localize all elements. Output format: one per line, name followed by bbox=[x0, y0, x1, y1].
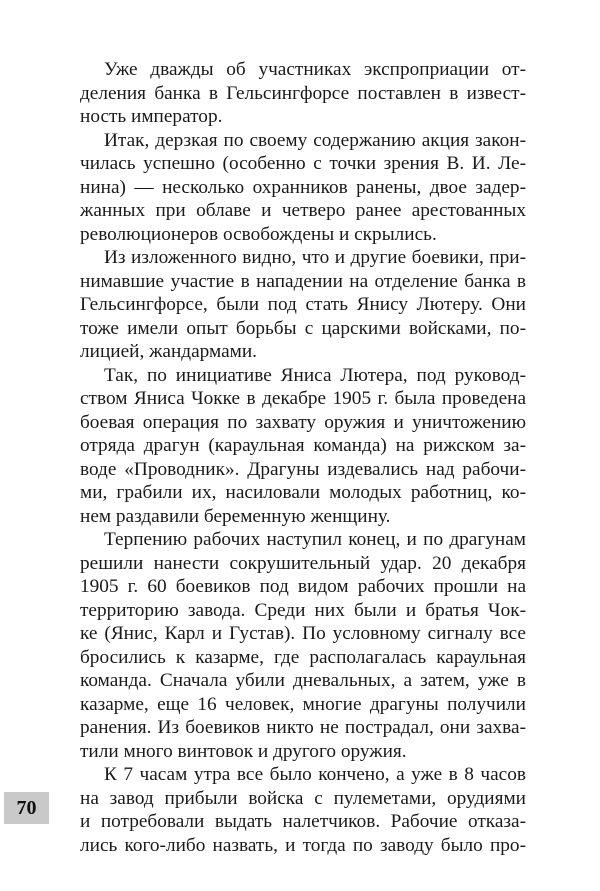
page-number: 70 bbox=[16, 796, 37, 819]
text-line: ранения. Из боевиков никто не пострадал, они захва- bbox=[80, 717, 526, 738]
text-line: деления банка в Гельсингфорсе поставлен в извест- bbox=[80, 82, 526, 104]
body-text bbox=[80, 58, 526, 857]
text-line: боевая операция по захвату оружия и уничтожению bbox=[80, 411, 526, 433]
page-number-badge bbox=[4, 792, 49, 824]
text-line: лись кого-либо назвать, и тогда по заводу было про- bbox=[80, 834, 526, 856]
text-line: лицией, жандармами. bbox=[80, 341, 257, 362]
text-line: нем раздавили беременную женщину. bbox=[80, 505, 391, 527]
text-line: Уже дважды об участниках экспроприации от- bbox=[104, 59, 526, 80]
text-line: ке (Янис, Карл и Густав). По условному сигналу все bbox=[80, 623, 526, 644]
text-line: чилась успешно (особенно с точки зрения В. И. Ле- bbox=[80, 153, 526, 174]
text-line: и потребовали выдать налетчиков. Рабочие отказа- bbox=[80, 811, 526, 832]
text-line: Итак, дерзкая по своему содержанию акция закон- bbox=[104, 129, 526, 151]
text-line: ми, грабили их, насиловали молодых работниц, ко- bbox=[80, 482, 526, 503]
text-line: ность император. bbox=[80, 106, 223, 127]
text-line: территорию завода. Среди них были и братья Чок- bbox=[80, 599, 526, 621]
text-line: казарме, еще 16 человек, многие драгуны получили bbox=[80, 693, 526, 715]
text-line: ством Яниса Чокке в декабре 1905 г. была проведена bbox=[80, 388, 526, 409]
text-line: на завод прибыли войска с пулеметами, орудиями bbox=[80, 787, 526, 809]
text-line: Из изложенного видно, что и другие боевики, при- bbox=[104, 247, 526, 268]
text-line: 1905 г. 60 боевиков под видом рабочих прошли на bbox=[80, 576, 526, 597]
text-line: тоже имели опыт борьбы с царскими войсками, по- bbox=[80, 317, 526, 339]
text-line: бросились к казарме, где располагалась караульная bbox=[80, 646, 526, 668]
text-line: воде «Проводник». Драгуны издевались над рабочи- bbox=[80, 458, 526, 480]
text-line: нина) — несколько охранников ранены, двое задер- bbox=[80, 176, 526, 198]
text-line: Гельсингфорсе, были под стать Янису Лютеру. Они bbox=[80, 294, 526, 315]
text-line: тили много винтовок и другого оружия. bbox=[80, 740, 407, 762]
text-line: нимавшие участие в нападении на отделение банка в bbox=[80, 270, 526, 292]
text-line: команда. Сначала убили дневальных, а затем, уже в bbox=[80, 670, 526, 691]
text-line: решили нанести сокрушительный удар. 20 декабря bbox=[80, 552, 526, 574]
text-line: отряда драгун (караульная команда) на рижском за- bbox=[80, 435, 526, 456]
text-line: революционеров освобождены и скрылись. bbox=[80, 223, 437, 245]
text-line: К 7 часам утра все было кончено, а уже в 8 часов bbox=[104, 764, 526, 785]
text-line: Так, по инициативе Яниса Лютера, под руковод- bbox=[104, 364, 526, 386]
text-line: Терпению рабочих наступил конец, и по драгунам bbox=[104, 529, 526, 550]
text-line: жанных при облаве и четверо ранее арестованных bbox=[80, 200, 526, 221]
